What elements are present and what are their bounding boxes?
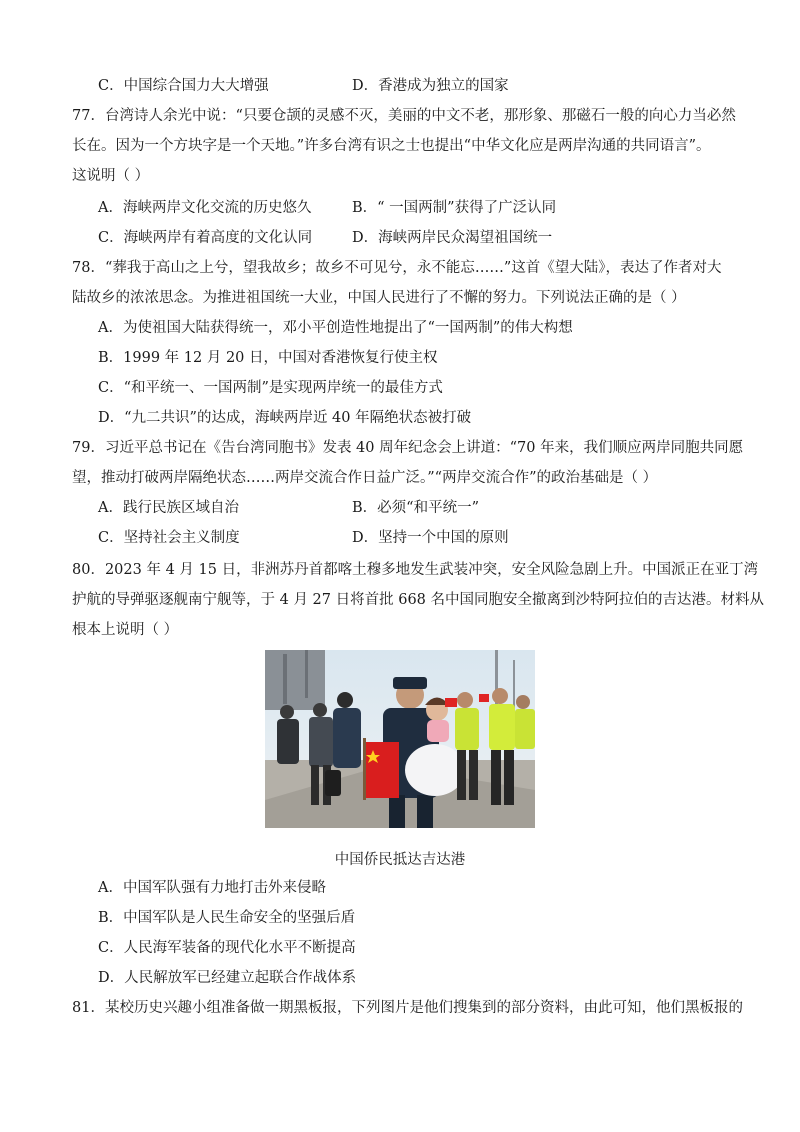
q77-option-c[interactable]: C．海峡两岸有着高度的文化认同 [98,230,313,246]
q80-stem-line-2: 护航的导弹驱逐舰南宁舰等，于 4 月 27 日将首批 668 名中国同胞安全撤离到沙特阿拉伯的吉达港。材料从 [72,592,765,608]
q80-option-d[interactable]: D．人民解放军已经建立起联合作战体系 [98,970,357,986]
q79-stem-line-1: 79．习近平总书记在《告台湾同胞书》发表 40 周年纪念会上讲道：“70 年来，我们顺应两岸同胞共同愿 [72,440,744,456]
q80-stem-line-3: 根本上说明（ ） [72,622,179,638]
q78-stem-line-2: 陆故乡的浓浓思念。为推进祖国统一大业，中国人民进行了不懈的努力。下列说法正确的是（ ） [72,290,686,306]
q77-option-a[interactable]: A．海峡两岸文化交流的历史悠久 [98,200,312,216]
q79-option-b[interactable]: B．必须“和平统一” [352,500,479,516]
q79-option-a[interactable]: A．践行民族区域自治 [98,500,239,516]
q77-option-b[interactable]: B．“ 一国两制”获得了广泛认同 [352,200,557,216]
q78-option-a[interactable]: A．为使祖国大陆获得统一，邓小平创造性地提出了“一国两制”的伟大构想 [98,320,573,336]
q80-option-b[interactable]: B．中国军队是人民生命安全的坚强后盾 [98,910,356,926]
q76-option-c[interactable]: C．中国综合国力大大增强 [98,78,269,94]
q76-option-d[interactable]: D．香港成为独立的国家 [352,78,509,94]
q77-stem-line-3: 这说明（ ） [72,168,150,184]
q77-stem-line-1: 77．台湾诗人余光中说：“只要仓颉的灵感不灭，美丽的中文不老，那形象、那磁石一般的向心力当必然 [72,108,736,124]
q78-option-b[interactable]: B．1999 年 12 月 20 日，中国对香港恢复行使主权 [98,350,438,366]
evacuation-photo-illustration [265,650,535,828]
q80-stem-line-1: 80．2023 年 4 月 15 日，非洲苏丹首都喀土穆多地发生武装冲突，安全风险急剧上升。中国派正在亚丁湾 [72,562,759,578]
q79-option-d[interactable]: D．坚持一个中国的原则 [352,530,509,546]
q79-option-c[interactable]: C．坚持社会主义制度 [98,530,240,546]
q81-stem-line-1: 81．某校历史兴趣小组准备做一期黑板报，下列图片是他们搜集到的部分资料，由此可知，他们黑板报的 [72,1000,743,1016]
q78-stem-line-1: 78．“葬我于高山之上兮，望我故乡；故乡不可见兮，永不能忘……”这首《望大陆》，表达了作者对大 [72,260,722,276]
q80-option-c[interactable]: C．人民海军装备的现代化水平不断提高 [98,940,356,956]
q78-option-d[interactable]: D．“九二共识”的达成，海峡两岸近 40 年隔绝状态被打破 [98,410,472,426]
photo-caption: 中国侨民抵达吉达港 [334,852,466,868]
evacuation-photo [265,650,535,828]
q77-stem-line-2: 长在。因为一个方块字是一个天地。”许多台湾有识之士也提出“中华文化应是两岸沟通的共同语言”。 [72,138,711,154]
q79-stem-line-2: 望，推动打破两岸隔绝状态……两岸交流合作日益广泛。”“两岸交流合作”的政治基础是（ ） [72,470,658,486]
q78-option-c[interactable]: C．“和平统一、一国两制”是实现两岸统一的最佳方式 [98,380,443,396]
q77-option-d[interactable]: D．海峡两岸民众渴望祖国统一 [352,230,553,246]
q80-option-a[interactable]: A．中国军队强有力地打击外来侵略 [98,880,326,896]
